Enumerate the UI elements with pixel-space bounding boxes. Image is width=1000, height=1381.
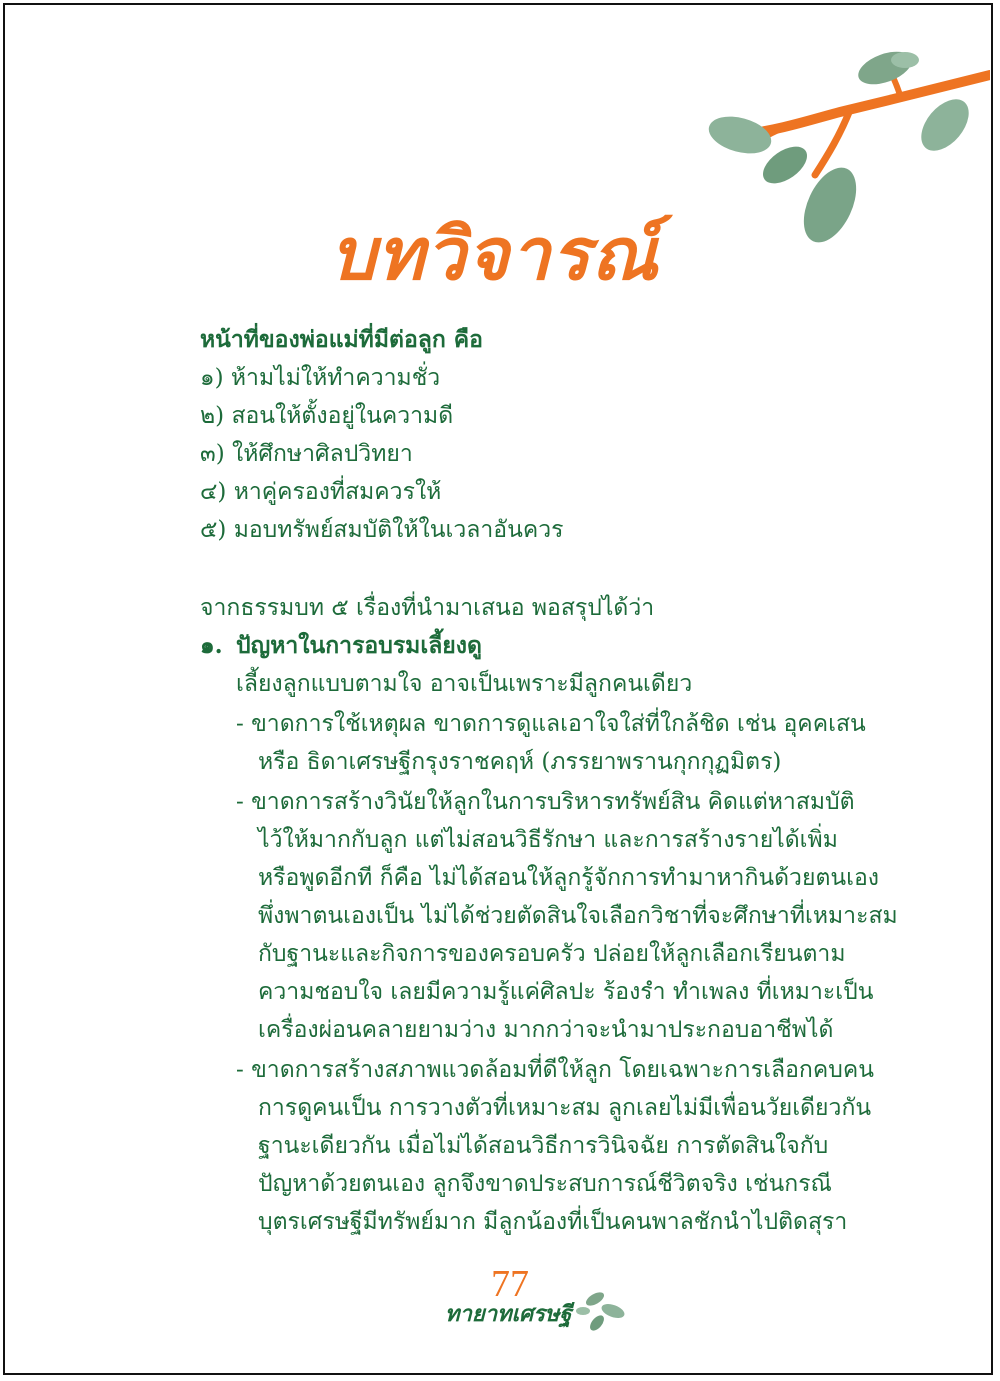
duty-item: ๕) มอบทรัพย์สมบัติให้ในเวลาอันควร [200,517,564,543]
page-number: 77 [491,1263,529,1305]
bullet-line: ปัญหาด้วยตนเอง ลูกจึงขาดประสบการณ์ชีวิตจริง เช่นกรณี [258,1171,832,1197]
bullet-line: หรือ ธิดาเศรษฐีกรุงราชคฤห์ (ภรรยาพรานกุกกุฏมิตร) [258,749,782,775]
bullet-line: - ขาดการสร้างวินัยให้ลูกในการบริหารทรัพย์สิน คิดแต่หาสมบัติ [236,789,855,815]
point-number: ๑. [200,632,223,659]
bullet-line: - ขาดการใช้เหตุผล ขาดการดูแลเอาใจใส่ที่ใกล้ชิด เช่น อุคคเสน [236,711,866,737]
bullet-line: เครื่องผ่อนคลายยามว่าง มากกว่าจะนำมาประกอบอาชีพได้ [258,1017,834,1043]
duty-item: ๒) สอนให้ตั้งอยู่ในความดี [200,403,454,429]
bullet-line: ไว้ให้มากกับลูก แต่ไม่สอนวิธีรักษา และการสร้างรายได้เพิ่ม [258,827,838,853]
bullet-line: การดูคนเป็น การวางตัวที่เหมาะสม ลูกเลยไม่มีเพื่อนวัยเดียวกัน [258,1095,872,1121]
duty-item: ๓) ให้ศึกษาศิลปวิทยา [200,441,413,467]
bullet-line: ฐานะเดียวกัน เมื่อไม่ได้สอนวิธีการวินิจฉัย การตัดสินใจกับ [258,1133,829,1159]
bullet-line: ความชอบใจ เลยมีความรู้แค่ศิลปะ ร้องรำ ทำเพลง ที่เหมาะเป็น [258,979,874,1005]
duties-heading: หน้าที่ของพ่อแม่ที่มีต่อลูก คือ [200,326,483,353]
duty-item: ๑) ห้ามไม่ให้ทำความชั่ว [200,365,441,391]
bullet-line: พึ่งพาตนเองเป็น ไม่ได้ช่วยตัดสินใจเลือกวิชาที่จะศึกษาที่เหมาะสม [258,903,898,929]
summary-intro: จากธรรมบท ๕ เรื่องที่นำมาเสนอ พอสรุปได้ว่า [200,595,655,621]
point-heading: ปัญหาในการอบรมเลี้ยงดู [236,632,482,659]
brand-logo-text: ทายาทเศรษฐี [445,1301,572,1327]
bullet-line: - ขาดการสร้างสภาพแวดล้อมที่ดีให้ลูก โดยเฉพาะการเลือกคบคน [236,1057,874,1083]
page-title: บทวิจารณ์ [330,211,659,296]
bullet-line: บุตรเศรษฐีมีทรัพย์มาก มีลูกน้องที่เป็นคนพาลชักนำไปติดสุรา [258,1209,848,1235]
small-leaves-icon [575,1285,635,1345]
bullet-line: กับฐานะและกิจการของครอบครัว ปล่อยให้ลูกเลือกเรียนตาม [258,941,846,967]
bullet-line: หรือพูดอีกที ก็คือ ไม่ได้สอนให้ลูกรู้จักการทำมาหากินด้วยตนเอง [258,865,880,891]
point-subheading: เลี้ยงลูกแบบตามใจ อาจเป็นเพราะมีลูกคนเดียว [236,671,693,697]
duty-item: ๔) หาคู่ครองที่สมควรให้ [200,479,442,505]
